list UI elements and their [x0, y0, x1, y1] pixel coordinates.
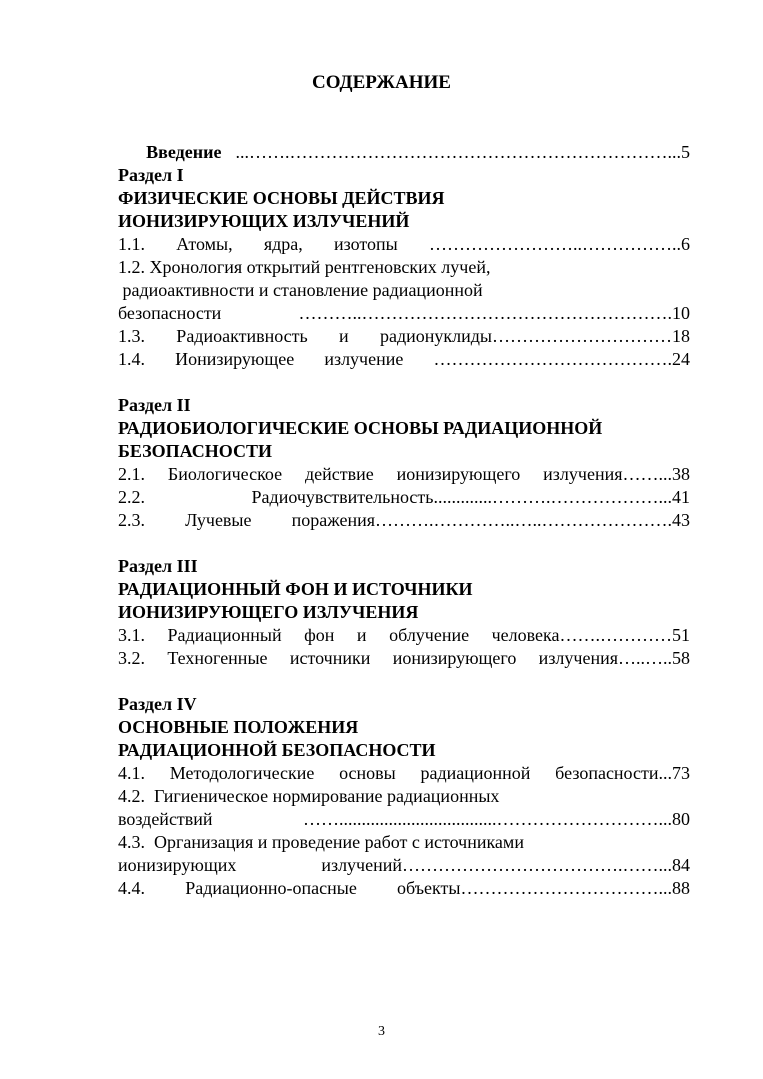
page-title: СОДЕРЖАНИЕ — [312, 72, 451, 93]
toc-entry-1-2[interactable]: безопасности ………..…………………………………………….10 — [118, 303, 690, 323]
section-label: Раздел I — [118, 165, 184, 185]
toc-entry-4-3[interactable]: ионизирующих излучений……………………………….……...84 — [118, 855, 690, 875]
section-heading: ИОНИЗИРУЮЩЕГО ИЗЛУЧЕНИЯ — [118, 602, 419, 622]
toc-entry-1-2[interactable]: радиоактивности и становление радиационной — [118, 280, 483, 300]
toc-entry-1-4[interactable]: 1.4. Ионизирующее излучение ………………………………….24 — [118, 349, 690, 369]
toc-entry-intro[interactable] — [118, 118, 690, 162]
intro-leader: ...…….………………………………………………………...5 — [221, 142, 690, 162]
section-heading: ОСНОВНЫЕ ПОЛОЖЕНИЯ — [118, 717, 359, 737]
section-label: Раздел IV — [118, 694, 197, 714]
toc-entry-4-2[interactable]: 4.2. Гигиеническое нормирование радиационных — [118, 786, 500, 806]
section-heading: РАДИАЦИОННОЙ БЕЗОПАСНОСТИ — [118, 740, 436, 760]
intro-label: Введение — [146, 142, 222, 162]
section-heading: РАДИОБИОЛОГИЧЕСКИЕ ОСНОВЫ РАДИАЦИОННОЙ — [118, 418, 603, 438]
toc-entry-2-3[interactable]: 2.3. Лучевые поражения……….…………..…..………………….43 — [118, 510, 690, 530]
toc-entry-1-3[interactable]: 1.3. Радиоактивность и радионуклиды…………………………18 — [118, 326, 690, 346]
toc-entry-4-1[interactable]: 4.1. Методологические основы радиационной безопасности...73 — [118, 763, 690, 783]
table-of-contents — [118, 118, 690, 900]
toc-entry-4-3[interactable]: 4.3. Организация и проведение работ с источниками — [118, 832, 524, 852]
toc-entry-1-2[interactable]: 1.2. Хронология открытий рентгеновских лучей, — [118, 257, 491, 277]
page-number: 3 — [378, 1024, 385, 1039]
toc-entry-4-4[interactable]: 4.4. Радиационно-опасные объекты……………………………...88 — [118, 878, 690, 898]
toc-entry-2-2[interactable]: 2.2. Радиочувствительность.............……….………………...41 — [118, 487, 690, 507]
toc-entry-4-2[interactable]: воздействий ……...................................………………………...80 — [118, 809, 690, 829]
section-heading: БЕЗОПАСНОСТИ — [118, 441, 272, 461]
section-heading: РАДИАЦИОННЫЙ ФОН И ИСТОЧНИКИ — [118, 579, 473, 599]
section-label: Раздел III — [118, 556, 198, 576]
toc-entry-2-1[interactable]: 2.1. Биологическое действие ионизирующего излучения……...38 — [118, 464, 690, 484]
toc-entry-3-1[interactable]: 3.1. Радиационный фон и облучение человека…….…………51 — [118, 625, 690, 645]
section-heading: ФИЗИЧЕСКИЕ ОСНОВЫ ДЕЙСТВИЯ — [118, 188, 445, 208]
section-label: Раздел II — [118, 395, 191, 415]
toc-entry-3-2[interactable]: 3.2. Техногенные источники ионизирующего излучения…..…..58 — [118, 648, 690, 668]
toc-entry-1-1[interactable]: 1.1. Атомы, ядра, изотопы ……………………..……………..6 — [118, 234, 690, 254]
section-heading: ИОНИЗИРУЮЩИХ ИЗЛУЧЕНИЙ — [118, 211, 410, 231]
